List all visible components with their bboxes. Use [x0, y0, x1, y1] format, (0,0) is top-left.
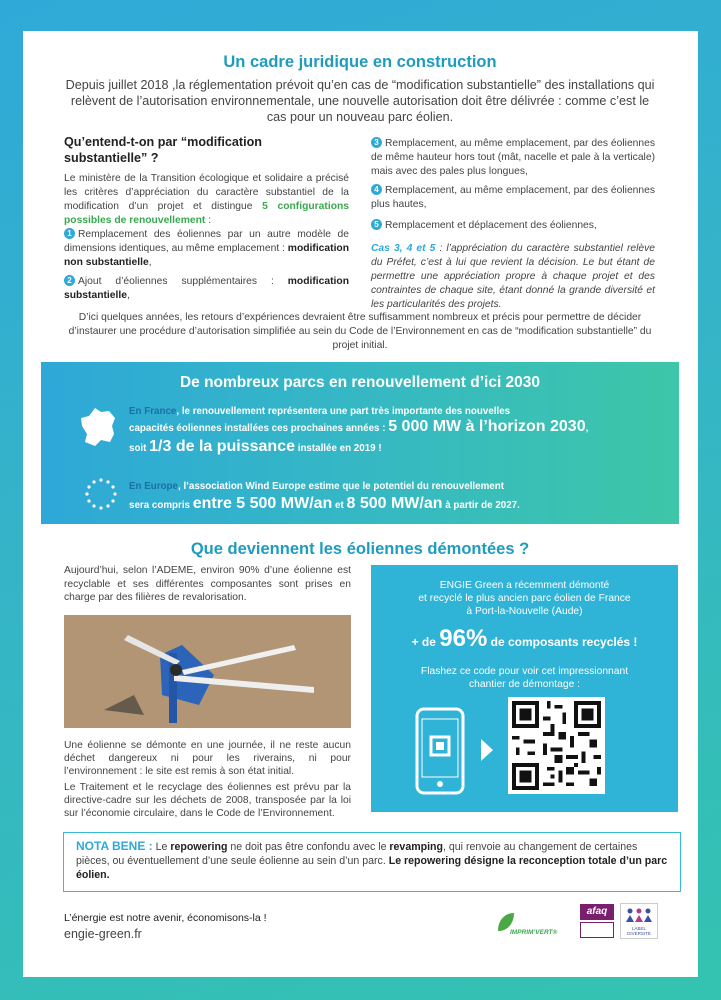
cas-note [371, 242, 655, 312]
number-badge-5: 5 [371, 219, 382, 230]
config-text-2: Ajout d’éoliennes supplémentaires : [78, 276, 288, 287]
config-end-2: , [126, 290, 130, 301]
box-scan-text [371, 665, 678, 691]
box-prefix: + de [411, 635, 440, 649]
nota-definition: Le repowering désigne la reconception totale d’un parc éolien. [76, 855, 668, 881]
afaq-logo [580, 904, 614, 938]
dismantled-turbine-photo [64, 615, 351, 728]
europe-line2 [129, 495, 669, 513]
france-5000mw: 5 000 MW à l’horizon 2030 [388, 418, 586, 435]
qr-code[interactable] [508, 697, 605, 794]
imprim-vert-logo [496, 911, 576, 941]
nota-bene-text [76, 839, 668, 882]
france-line3 [129, 438, 669, 456]
question-heading [64, 134, 344, 166]
nota-bene-box [63, 832, 681, 892]
config-item-5 [371, 219, 655, 233]
config-item-1 [64, 228, 349, 270]
nota-t3: , qui renvoie au changement de certaines pièces, ou éventuellement d’une seule éolienne au sein d’un parc. [76, 841, 638, 867]
config-text-4: Remplacement, au même emplacement, par des éoliennes plus hautes, [371, 185, 655, 210]
nota-revamping: revamping [389, 841, 443, 853]
box-scan-line2: chantier de démontage : [468, 679, 581, 690]
france-one-third: 1/3 de la puissance [149, 438, 295, 455]
nota-repowering: repowering [170, 841, 228, 853]
question-line1: Qu’entend-t-on par “modification [64, 135, 262, 149]
europe-et: et [332, 500, 347, 511]
port-la-nouvelle-box [371, 565, 678, 812]
europe-end: à partir de 2027. [442, 500, 520, 511]
config-item-4 [371, 184, 655, 212]
afaq-text: afaq [580, 904, 614, 920]
france-line1 [129, 406, 669, 417]
imprim-vert-text: IMPRIM’VERT® [510, 929, 558, 936]
france-map-icon [79, 406, 119, 448]
europe-line1 [129, 481, 669, 492]
france-end: installée en 2019 ! [295, 443, 382, 454]
footer-website[interactable]: engie-green.fr [64, 927, 142, 941]
label-diversite-logo [620, 903, 658, 939]
number-badge-1: 1 [64, 228, 75, 239]
box-scan-line1: Flashez ce code pour voir cet impressionnant [420, 666, 629, 677]
number-badge-2: 2 [64, 275, 75, 286]
renewal-banner [41, 362, 679, 524]
footer-slogan: L’énergie est notre avenir, économisons-la ! [64, 912, 267, 924]
europe-text1: , l’association Wind Europe estime que le potentiel du renouvellement [178, 481, 504, 492]
box-96-percent: 96% [439, 625, 488, 652]
ademe-paragraph: Aujourd’hui, selon l’ADEME, environ 90% d’une éolienne est recyclable et ses différentes composantes sont prises en charge par des filières de revalorisation. [64, 565, 351, 603]
smartphone-icon [411, 705, 471, 797]
cas-label: Cas 3, 4 et 5 [371, 243, 436, 254]
europe-stars-icon [83, 476, 119, 512]
label-diversite-text: LABEL DIVERSITÉ [627, 926, 651, 936]
recycling-law-paragraph: Le Traitement et le recyclage des éoliennes est prévu par la directive-cadre sur les déchets de 2008, transposée par la loi sur l’économie circulaire, dans le Code de l’Environnement. [64, 782, 351, 819]
box-line1: ENGIE Green a récemment démonté [439, 580, 610, 591]
dismantle-paragraph: Une éolienne se démonte en une journée, il ne reste aucun déchet dangereux ni pour les riverains, ni pour l’environnement : le site est remis à son état initial. [64, 740, 351, 777]
config-item-2 [64, 275, 349, 303]
config-bold-1: modification non substantielle [64, 243, 350, 268]
people-icon [621, 906, 657, 926]
europe-text2: sera compris [129, 500, 193, 511]
arrow-right-icon [479, 737, 495, 763]
ministry-paragraph [64, 172, 349, 228]
france-soit: soit [129, 443, 150, 454]
number-badge-3: 3 [371, 137, 382, 148]
question-line2: substantielle” ? [64, 151, 159, 165]
section1-title: Un cadre juridique en construction [223, 53, 497, 71]
box-line3: à Port-la-Nouvelle (Aude) [466, 606, 583, 617]
ministry-text: Le ministère de la Transition écologique et solidaire a précisé les critères d’appréciation du caractère substantiel de la modification d’un projet et distingue [64, 173, 349, 212]
france-label: En France [129, 406, 177, 417]
config-item-3 [371, 137, 655, 179]
box-suffix: de composants recyclés ! [487, 635, 638, 649]
france-line2 [129, 418, 669, 436]
section1-intro: Depuis juillet 2018 ,la réglementation prévoit qu’en cas de “modification substantielle” des installations qui relèvent de l’autorisation environnementale, une nouvelle autorisation doit être délivrée : comme c’est le cas pour un nouveau parc éolien. [65, 78, 655, 124]
banner-title: De nombreux parcs en renouvellement d’ici 2030 [179, 374, 541, 391]
section3-title: Que deviennent les éoliennes démontées ? [190, 540, 530, 558]
france-text2: capacités éoliennes installées ces prochaines années : [129, 423, 389, 434]
config-end-1: , [148, 257, 152, 268]
europe-5500: entre 5 500 MW/an [192, 495, 333, 512]
box-text [371, 579, 678, 618]
config-text-1: Remplacement des éoliennes par un autre modèle de dimensions identiques, au même emplacement : [64, 229, 349, 254]
europe-8500: 8 500 MW/an [346, 495, 443, 512]
config-bold-2: modification substantielle [64, 276, 349, 301]
para-end: : [205, 215, 212, 226]
five-configs-highlight: 5 configurations possibles de renouvellement [64, 201, 350, 226]
cas-text: : l’appréciation du caractère substantiel relève du Préfet, c’est à lui que revient la décision. Le but étant de permettre une appréciation propre à chaque projet et des contraintes de chaque site, étant donné la grande diversité et les particularités des projets. [371, 243, 655, 310]
nota-label: NOTA BENE : [76, 839, 153, 853]
nota-t2: ne doit pas être confondu avec le [227, 841, 390, 853]
number-badge-4: 4 [371, 184, 382, 195]
config-text-5: Remplacement et déplacement des éoliennes, [385, 220, 597, 231]
europe-label: En Europe [129, 481, 178, 492]
closing-paragraph: D’ici quelques années, les retours d’expériences devraient être suffisamment nombreux et précis pour permettre de décider d’instaurer une procédure d’autorisation simplifiée au sein du Code de l’Environnement en cas de “modification substantielle” du projet initial. [68, 312, 652, 351]
config-text-3: Remplacement, au même emplacement, par des éoliennes de même hauteur hors tout (mât, nacelle et pale à la verticale) mais avec des pales plus longues, [371, 138, 655, 177]
box-line2: et recyclé le plus ancien parc éolien de France [418, 593, 631, 604]
nota-t1: Le [152, 841, 171, 853]
box-recycled-stat [371, 625, 678, 653]
france-text1: , le renouvellement représentera une part très importante des nouvelles [176, 406, 511, 417]
france-comma: , [585, 423, 589, 434]
